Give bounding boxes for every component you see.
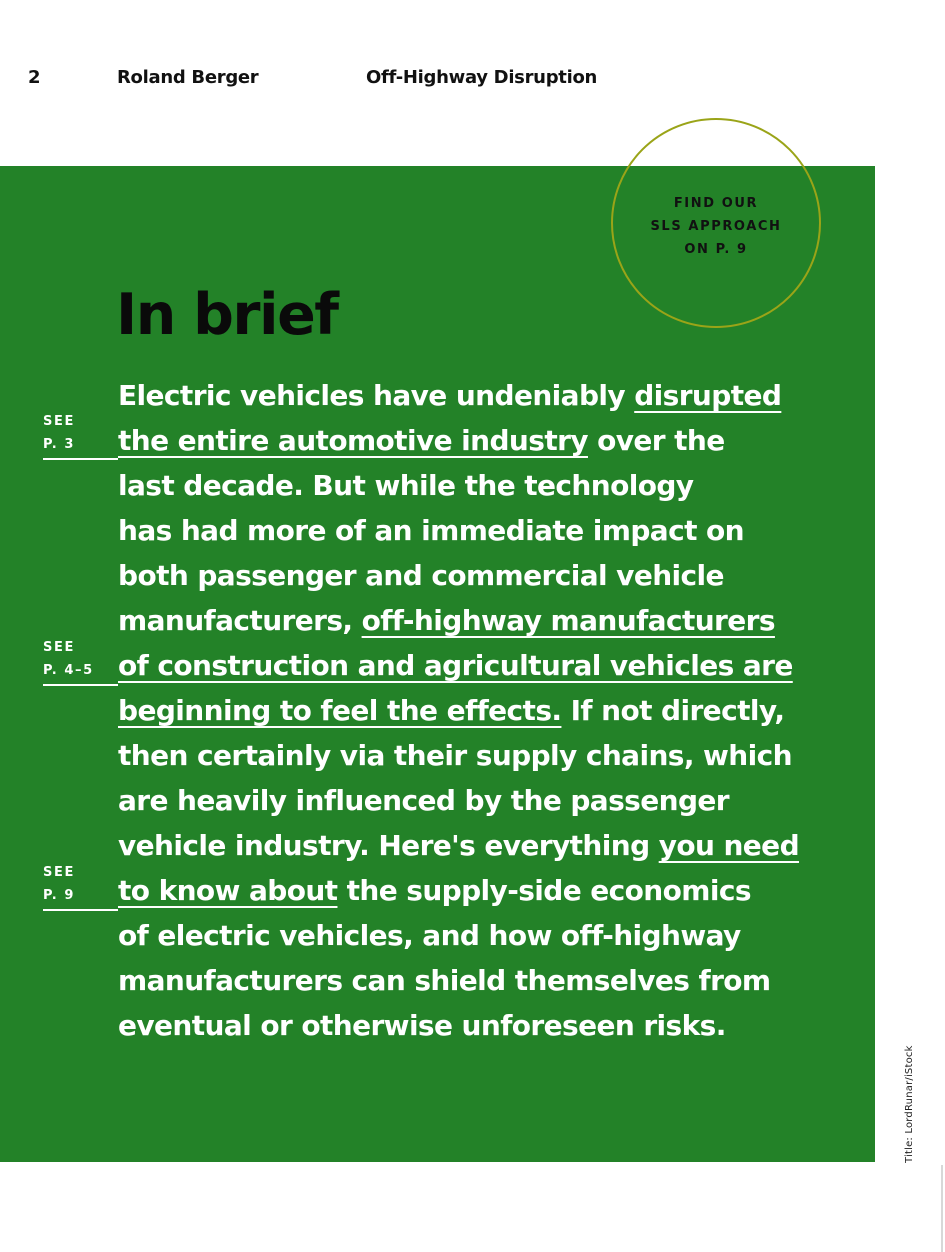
body-line xyxy=(118,463,818,508)
body-text-segment: then certainly via their supply chains, which xyxy=(118,739,792,772)
body-line xyxy=(118,598,818,643)
callout-line-1: FIND OUR xyxy=(673,196,759,211)
body-text-segment: over the xyxy=(587,424,725,457)
margin-ref-3[interactable] xyxy=(43,861,75,907)
intro-paragraph xyxy=(118,373,818,1048)
margin-ref-2-see: SEE xyxy=(43,640,75,655)
body-text-segment: has had more of an immediate impact on xyxy=(118,514,744,547)
body-text-segment: the supply-side economics xyxy=(337,874,751,907)
callout-line-3: ON P. 9 xyxy=(684,242,748,257)
body-text-segment: If not directly, xyxy=(561,694,785,727)
inline-link[interactable]: to know about xyxy=(118,874,338,907)
body-line xyxy=(118,1003,818,1048)
margin-ref-2-page: P. 4–5 xyxy=(43,663,94,678)
body-line xyxy=(118,778,818,823)
callout-line-2: SLS APPROACH xyxy=(650,219,782,234)
body-line xyxy=(118,508,818,553)
body-text-segment: are heavily influenced by the passenger xyxy=(118,784,729,817)
margin-ref-1-page: P. 3 xyxy=(43,437,76,452)
page-number: 2 xyxy=(28,67,41,88)
margin-ref-3-see: SEE xyxy=(43,865,75,880)
inline-link[interactable]: of construction and agricultural vehicles are xyxy=(118,649,793,682)
body-text-segment: vehicle industry. Here's everything xyxy=(118,829,659,862)
margin-ref-1-see: SEE xyxy=(43,414,75,429)
margin-ref-2-rule xyxy=(43,684,118,686)
body-text-segment: last decade. But while the technology xyxy=(118,469,694,502)
brand-name: Roland Berger xyxy=(117,67,259,88)
body-line xyxy=(118,868,818,913)
inline-link[interactable]: disrupted xyxy=(634,379,782,412)
body-text-segment: manufacturers, xyxy=(118,604,362,637)
margin-ref-1[interactable] xyxy=(43,410,75,456)
body-text-segment: of electric vehicles, and how off-highway xyxy=(118,919,741,952)
body-line xyxy=(118,553,818,598)
inline-link[interactable]: the entire automotive industry xyxy=(118,424,588,457)
inline-link[interactable]: you need xyxy=(658,829,800,862)
body-line xyxy=(118,733,818,778)
body-line xyxy=(118,418,818,463)
inline-link[interactable]: beginning to feel the effects. xyxy=(118,694,562,727)
body-line xyxy=(118,688,818,733)
report-title: Off-Highway Disruption xyxy=(366,67,598,88)
margin-ref-1-rule xyxy=(43,458,118,460)
body-text-segment: Electric vehicles have undeniably xyxy=(118,379,635,412)
section-title: In brief xyxy=(116,282,338,348)
body-line xyxy=(118,913,818,958)
body-line xyxy=(118,958,818,1003)
callout-text[interactable] xyxy=(611,192,821,261)
body-text-segment: manufacturers can shield themselves from xyxy=(118,964,771,997)
body-line xyxy=(118,373,818,418)
body-text-segment: eventual or otherwise unforeseen risks. xyxy=(118,1009,726,1042)
body-line xyxy=(118,643,818,688)
margin-ref-3-page: P. 9 xyxy=(43,888,76,903)
margin-ref-3-rule xyxy=(43,909,118,911)
margin-ref-2[interactable] xyxy=(43,636,94,682)
body-text-segment: both passenger and commercial vehicle xyxy=(118,559,724,592)
page-edge-divider xyxy=(941,1165,943,1252)
photo-credit: Title: LordRunar/iStock xyxy=(904,1045,915,1163)
inline-link[interactable]: off-highway manufacturers xyxy=(361,604,775,637)
body-line xyxy=(118,823,818,868)
